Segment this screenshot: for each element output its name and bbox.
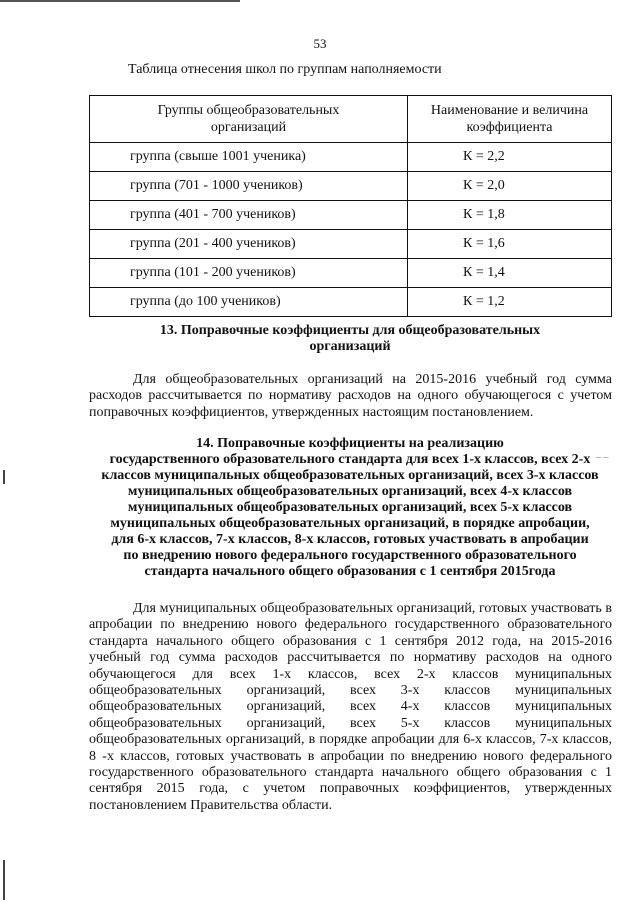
section-14-heading-line: для 6-х классов, 7-х классов, 8-х классов, готовых участвовать в апробации: [111, 532, 589, 547]
section-14-heading: [86, 436, 614, 580]
header-coefficient-line1: Наименование и величина: [430, 103, 589, 118]
coefficient-cell: К = 1,8: [408, 201, 612, 230]
section-14-heading-line: муниципальных общеобразовательных организаций, всех 5-х классов: [127, 500, 573, 515]
section-14-heading-line: стандарта начального общего образования с 1 сентября 2015года: [144, 564, 556, 579]
header-groups-line1: Группы общеобразовательных: [157, 103, 340, 118]
page-number: 53: [313, 36, 327, 51]
table-row: [90, 143, 612, 172]
section-13-heading: [86, 323, 614, 355]
header-groups: [90, 96, 408, 143]
group-cell: группа (201 - 400 учеников): [90, 230, 408, 259]
section-14-heading-line: 14. Поправочные коэффициенты на реализацию: [196, 436, 504, 451]
school-groups-table: [89, 95, 612, 317]
group-cell: группа (401 - 700 учеников): [90, 201, 408, 230]
margin-artifact: – –: [596, 452, 609, 463]
group-cell: группа (701 - 1000 учеников): [90, 172, 408, 201]
scan-edge-mark: [3, 470, 5, 484]
coefficient-cell: К = 2,0: [408, 172, 612, 201]
table-row: [90, 259, 612, 288]
section-13-heading-line: 13. Поправочные коэффициенты для общеобразовательных: [159, 323, 541, 338]
scan-edge-mark: [3, 860, 5, 900]
table-row: [90, 230, 612, 259]
table-row: [90, 288, 612, 317]
section-14-heading-line: муниципальных общеобразовательных организаций, всех 4-х классов: [127, 484, 573, 499]
header-coefficient: [408, 96, 612, 143]
section-14-heading-line: государственного образовательного стандарта для всех 1-х классов, всех 2-х: [109, 452, 591, 467]
group-cell: группа (до 100 учеников): [90, 288, 408, 317]
section-13-heading-line: организаций: [309, 339, 391, 354]
coefficient-cell: К = 1,2: [408, 288, 612, 317]
header-groups-line2: организаций: [210, 120, 287, 135]
coefficient-cell: К = 1,4: [408, 259, 612, 288]
table-header-row: [90, 96, 612, 143]
section-14-heading-line: классов муниципальных общеобразовательных организаций, всех 3-х классов: [101, 468, 599, 483]
section-13-text: Для общеобразовательных организаций на 2015-2016 учебный год сумма расходов рассчитывается по нормативу расходов на одного обучающегося с учетом поправочных коэффициентов, утвержденных настоящим постановлением.: [89, 372, 612, 420]
scan-top-line: [0, 0, 240, 2]
table-row: [90, 172, 612, 201]
section-14-heading-line: по внедрению нового федерального государственного образовательного: [123, 548, 577, 563]
section-14-heading-line: муниципальных общеобразовательных организаций, в порядке апробации,: [110, 516, 590, 531]
coefficient-cell: К = 1,6: [408, 230, 612, 259]
table-caption: Таблица отнесения школ по группам наполняемости: [128, 62, 442, 77]
section-13-paragraph: [89, 372, 612, 421]
coefficient-cell: К = 2,2: [408, 143, 612, 172]
table-row: [90, 201, 612, 230]
group-cell: группа (101 - 200 учеников): [90, 259, 408, 288]
header-coefficient-line2: коэффициента: [466, 120, 553, 135]
group-cell: группа (свыше 1001 ученика): [90, 143, 408, 172]
section-14-text: Для муниципальных общеобразовательных организаций, готовых участвовать в апробации по внедрению нового федерального государственного образовательного стандарта начального общего образования с 1 сентября 2012 года, на 2015-2016 учебный год сумма расходов рассчитывается по нормативу расходов на одного обучающегося для всех 1-х классов, всех 2-х классов муниципальных общеобразовательных организаций, всех 3-х классов муниципальных общеобразовательных организаций, всех 4-х классов муниципальных общеобразовательных организаций, всех 5-х классов муниципальных общеобразовательных организаций, в порядке апробации для 6-х классов, 7-х классов, 8 -х классов, готовых участвовать в апробации по внедрению нового федерального государственного образовательного стандарта начального общего образования с 1 сентября 2015 года, с учетом поправочных коэффициентов, утвержденных постановлением Правительства области.: [89, 601, 612, 813]
section-14-paragraph: [89, 601, 612, 814]
